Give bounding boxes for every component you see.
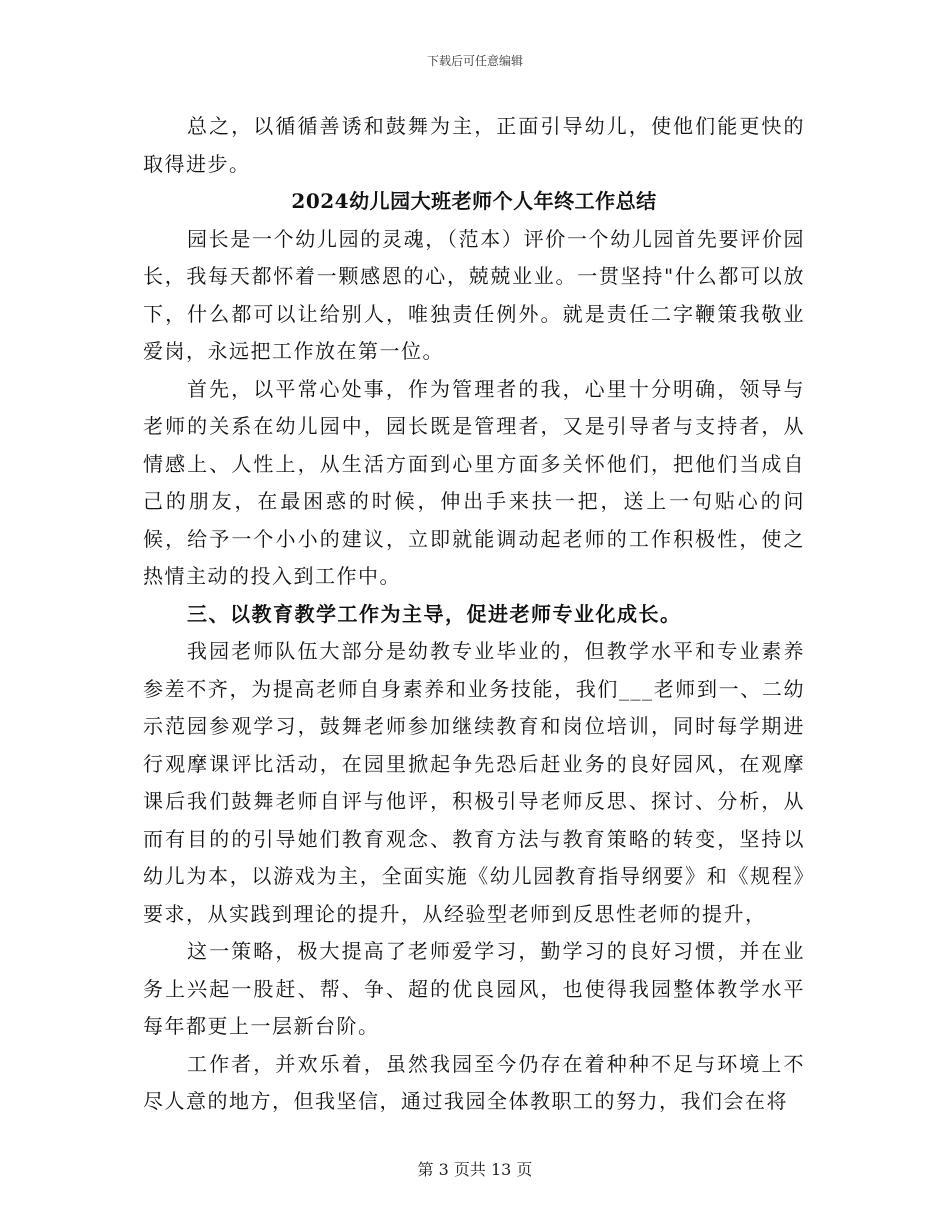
document-body xyxy=(143,108,805,1121)
paragraph-principal-soul: 园长是一个幼儿园的灵魂，（范本）评价一个幼儿园首先要评价园长，我每天都怀着一颗感恩的心，兢兢业业。一贯坚持"什么都可以放下，什么都可以让给别人，唯独责任例外。就是责任二字鞭策我敬业爱岗，永远把工作放在第一位。 xyxy=(143,226,805,363)
paragraph-workers: 工作者，并欢乐着，虽然我园至今仍存在着种种不足与环境上不尽人意的地方，但我坚信，通过我园全体教职工的努力，我们会在将 xyxy=(143,1051,805,1113)
document-title: 2024幼儿园大班老师个人年终工作总结 xyxy=(291,189,657,213)
page-header-note: 下载后可任意编辑 xyxy=(426,54,523,68)
section-heading-three: 三、以教育教学工作为主导，促进老师专业化成长。 xyxy=(187,601,682,626)
paragraph-strategy: 这一策略，极大提高了老师爱学习，勤学习的良好习惯，并在业务上兴起一股赶、帮、争、超的优良园风，也使得我园整体教学水平每年都更上一层新台阶。 xyxy=(143,939,805,1038)
paragraph-conclusion: 总之，以循循善诱和鼓舞为主，正面引导幼儿，使他们能更快的取得进步。 xyxy=(143,114,805,176)
paragraph-first-point: 首先，以平常心处事，作为管理者的我，心里十分明确，领导与老师的关系在幼儿园中，园长既是管理者，又是引导者与支持者，从情感上、人性上，从生活方面到心里方面多关怀他们，把他们当成自己的朋友，在最困惑的时候，伸出手来扶一把，送上一句贴心的问候，给予一个小小的建议，立即就能调动起老师的工作积极性，使之热情主动的投入到工作中。 xyxy=(143,376,805,588)
page-number: 第 3 页共 13 页 xyxy=(417,1160,533,1179)
paragraph-teacher-team: 我园老师队伍大部分是幼教专业毕业的，但教学水平和专业素养参差不齐，为提高老师自身素养和业务技能，我们___老师到一、二幼示范园参观学习，鼓舞老师参加继续教育和岗位培训，同时每学期进行观摩课评比活动，在园里掀起争先恐后赶业务的良好园风，在观摩课后我们鼓舞老师自评与他评，积极引导老师反思、探讨、分析，从而有目的的引导她们教育观念、教育方法与教育策略的转变，坚持以幼儿为本，以游戏为主，全面实施《幼儿园教育指导纲要》和《规程》要求，从实践到理论的提升，从经验型老师到反思性老师的提升， xyxy=(143,639,805,926)
